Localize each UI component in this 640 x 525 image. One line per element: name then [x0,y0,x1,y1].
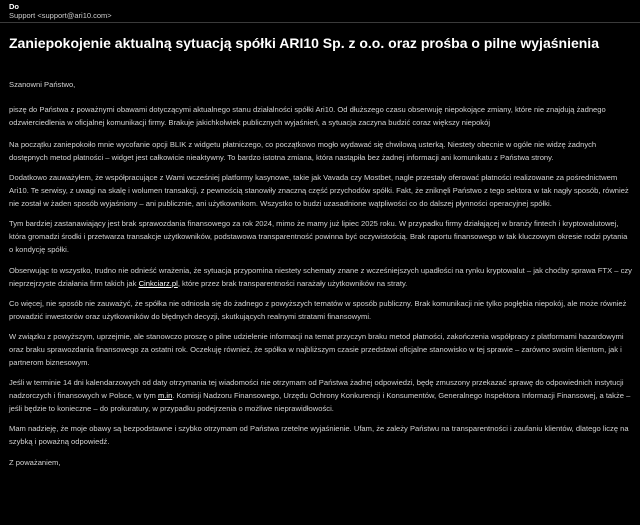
m-in-link[interactable]: m.in [157,391,173,401]
paragraph-comparison [9,264,633,290]
paragraph-comparison-text-end: , które przez brak transparentności narażały użytkowników na straty. [177,278,408,288]
email-body [9,78,633,476]
paragraph-casinos: Dodatkowo zauważyłem, że współpracujące z Wami wcześniej platformy kasynowe, takie jak Vavada czy Mostbet, nagle przestały oferować płatności realizowane za pośrednictwem Ari10. Te serwisy, z uwagi na skalę i wolumen transakcji, z pewnością stanowiły znaczną część przychodów spółki. Fakt, że zniknęli Państwo z tego sektora w tak nagły sposób, również nie został w żaden sposób wyjaśniony – ani publicznie, ani użytkownikom. Wszystko to budzi uzasadnione wątpliwości co do dalszej płynności operacyjnej spółki. [9,173,629,209]
paragraph-communication: Co więcej, nie sposób nie zauważyć, że spółka nie odniosła się do żadnego z powyższych tematów w sposób publiczny. Brak komunikacji nie tylko pogłębia niepokój, ale może również prowadzić inwestorów oraz użytkowników do błędnych decyzji, skutkujących realnymi stratami finansowymi. [9,298,627,321]
paragraph-financial-report: Tym bardziej zastanawiający jest brak sprawozdania finansowego za rok 2024, mimo że mamy już lipiec 2025 roku. W przypadku firmy działającej w branży fintech i kryptowalutowej, która gromadzi środki i przetwarza transakcje użytkowników, podstawowa transparentność powinna być oczywistością. Brak raportu finansowego w tak kluczowym okresie rodzi pytania o kondycję spółki. [9,219,628,255]
paragraph-comparison-text: Obserwując to wszystko, trudno nie odnieść wrażenia, że sytuacja przypomina niestety schematy znane z wcześniejszych upadłości na rynku kryptowalut – jak choćby sprawa FTX – czy nieprzejrzyste działania firm takich jak [9,265,632,288]
sender-address[interactable]: Support <support@ari10.com> [9,11,112,20]
email-subject: Zaniepokojenie aktualną sytuacją spółki ARI10 Sp. z o.o. oraz prośba o pilne wyjaśnienia [9,35,599,51]
paragraph-intro: piszę do Państwa z poważnymi obawami dotyczącymi aktualnego stanu działalności spółki Ari10. Od dłuższego czasu obserwuję niepokojące zmiany, które nie znajdują żadnego odzwierciedlenia w oficjalnej komunikacji firmy. Brakuje jakichkolwiek publicznych wyjaśnień, a sytuacja zaczyna budzić coraz większy niepokój [9,105,606,127]
paragraph-deadline [9,376,633,415]
cinkciarz-link[interactable]: Cinkciarz.pl [138,278,178,288]
paragraph-request: W związku z powyższym, uprzejmie, ale stanowczo proszę o pilne udzielenie informacji na temat przyczyn braku metod płatności, zakończenia współpracy z platformami hazardowymi oraz braku sprawozdania finansowego za ostatni rok. Oczekuję również, że spółka w najbliższym czasie przedstawi oficjalne stanowisko w tej sprawie – zarówno swoim klientom, jak i partnerom biznesowym. [9,331,624,367]
paragraph-deadline-text-end: . Komisji Nadzoru Finansowego, Urzędu Ochrony Konkurencji i Konsumentów, Generalnego Inspektora Informacji Finansowej, a także – jeśli będzie to konieczne – do prokuratury, w przypadku podejrzenia o możliwe nieprawidłowości. [9,391,631,414]
closing: Z poważaniem, [9,457,61,467]
paragraph-deadline-text: Jeśli w terminie 14 dni kalendarzowych od daty otrzymania tej wiadomości nie otrzymam od Państwa żadnej odpowiedzi, będę zmuszony przekazać sprawę do odpowiednich instytucji nadzorczych i finansowych w Polsce, w tym [9,378,624,401]
recipient-label: Do [9,2,19,11]
paragraph-blik: Na początku zaniepokoiło mnie wycofanie opcji BLIK z widgetu płatniczego, co początkowo mogło wydawać się chwilową usterką. Niestety obecnie w ogóle nie widzę żadnych dostępnych metod płatności – widget jest całkowicie nieaktywny. To bardzo istotna zmiana, która nastąpiła bez żadnej informacji ani komunikatu z Państwa strony. [9,140,597,162]
paragraph-hope: Mam nadzieję, że moje obawy są bezpodstawne i szybko otrzymam od Państwa rzetelne wyjaśnienie. Ufam, że zależy Państwu na transparentności i zaufaniu klientów, dlatego liczę na szybką i poważną odpowiedź. [9,424,629,447]
greeting: Szanowni Państwo, [9,80,76,89]
header-divider [0,22,640,23]
email-header [0,0,640,22]
